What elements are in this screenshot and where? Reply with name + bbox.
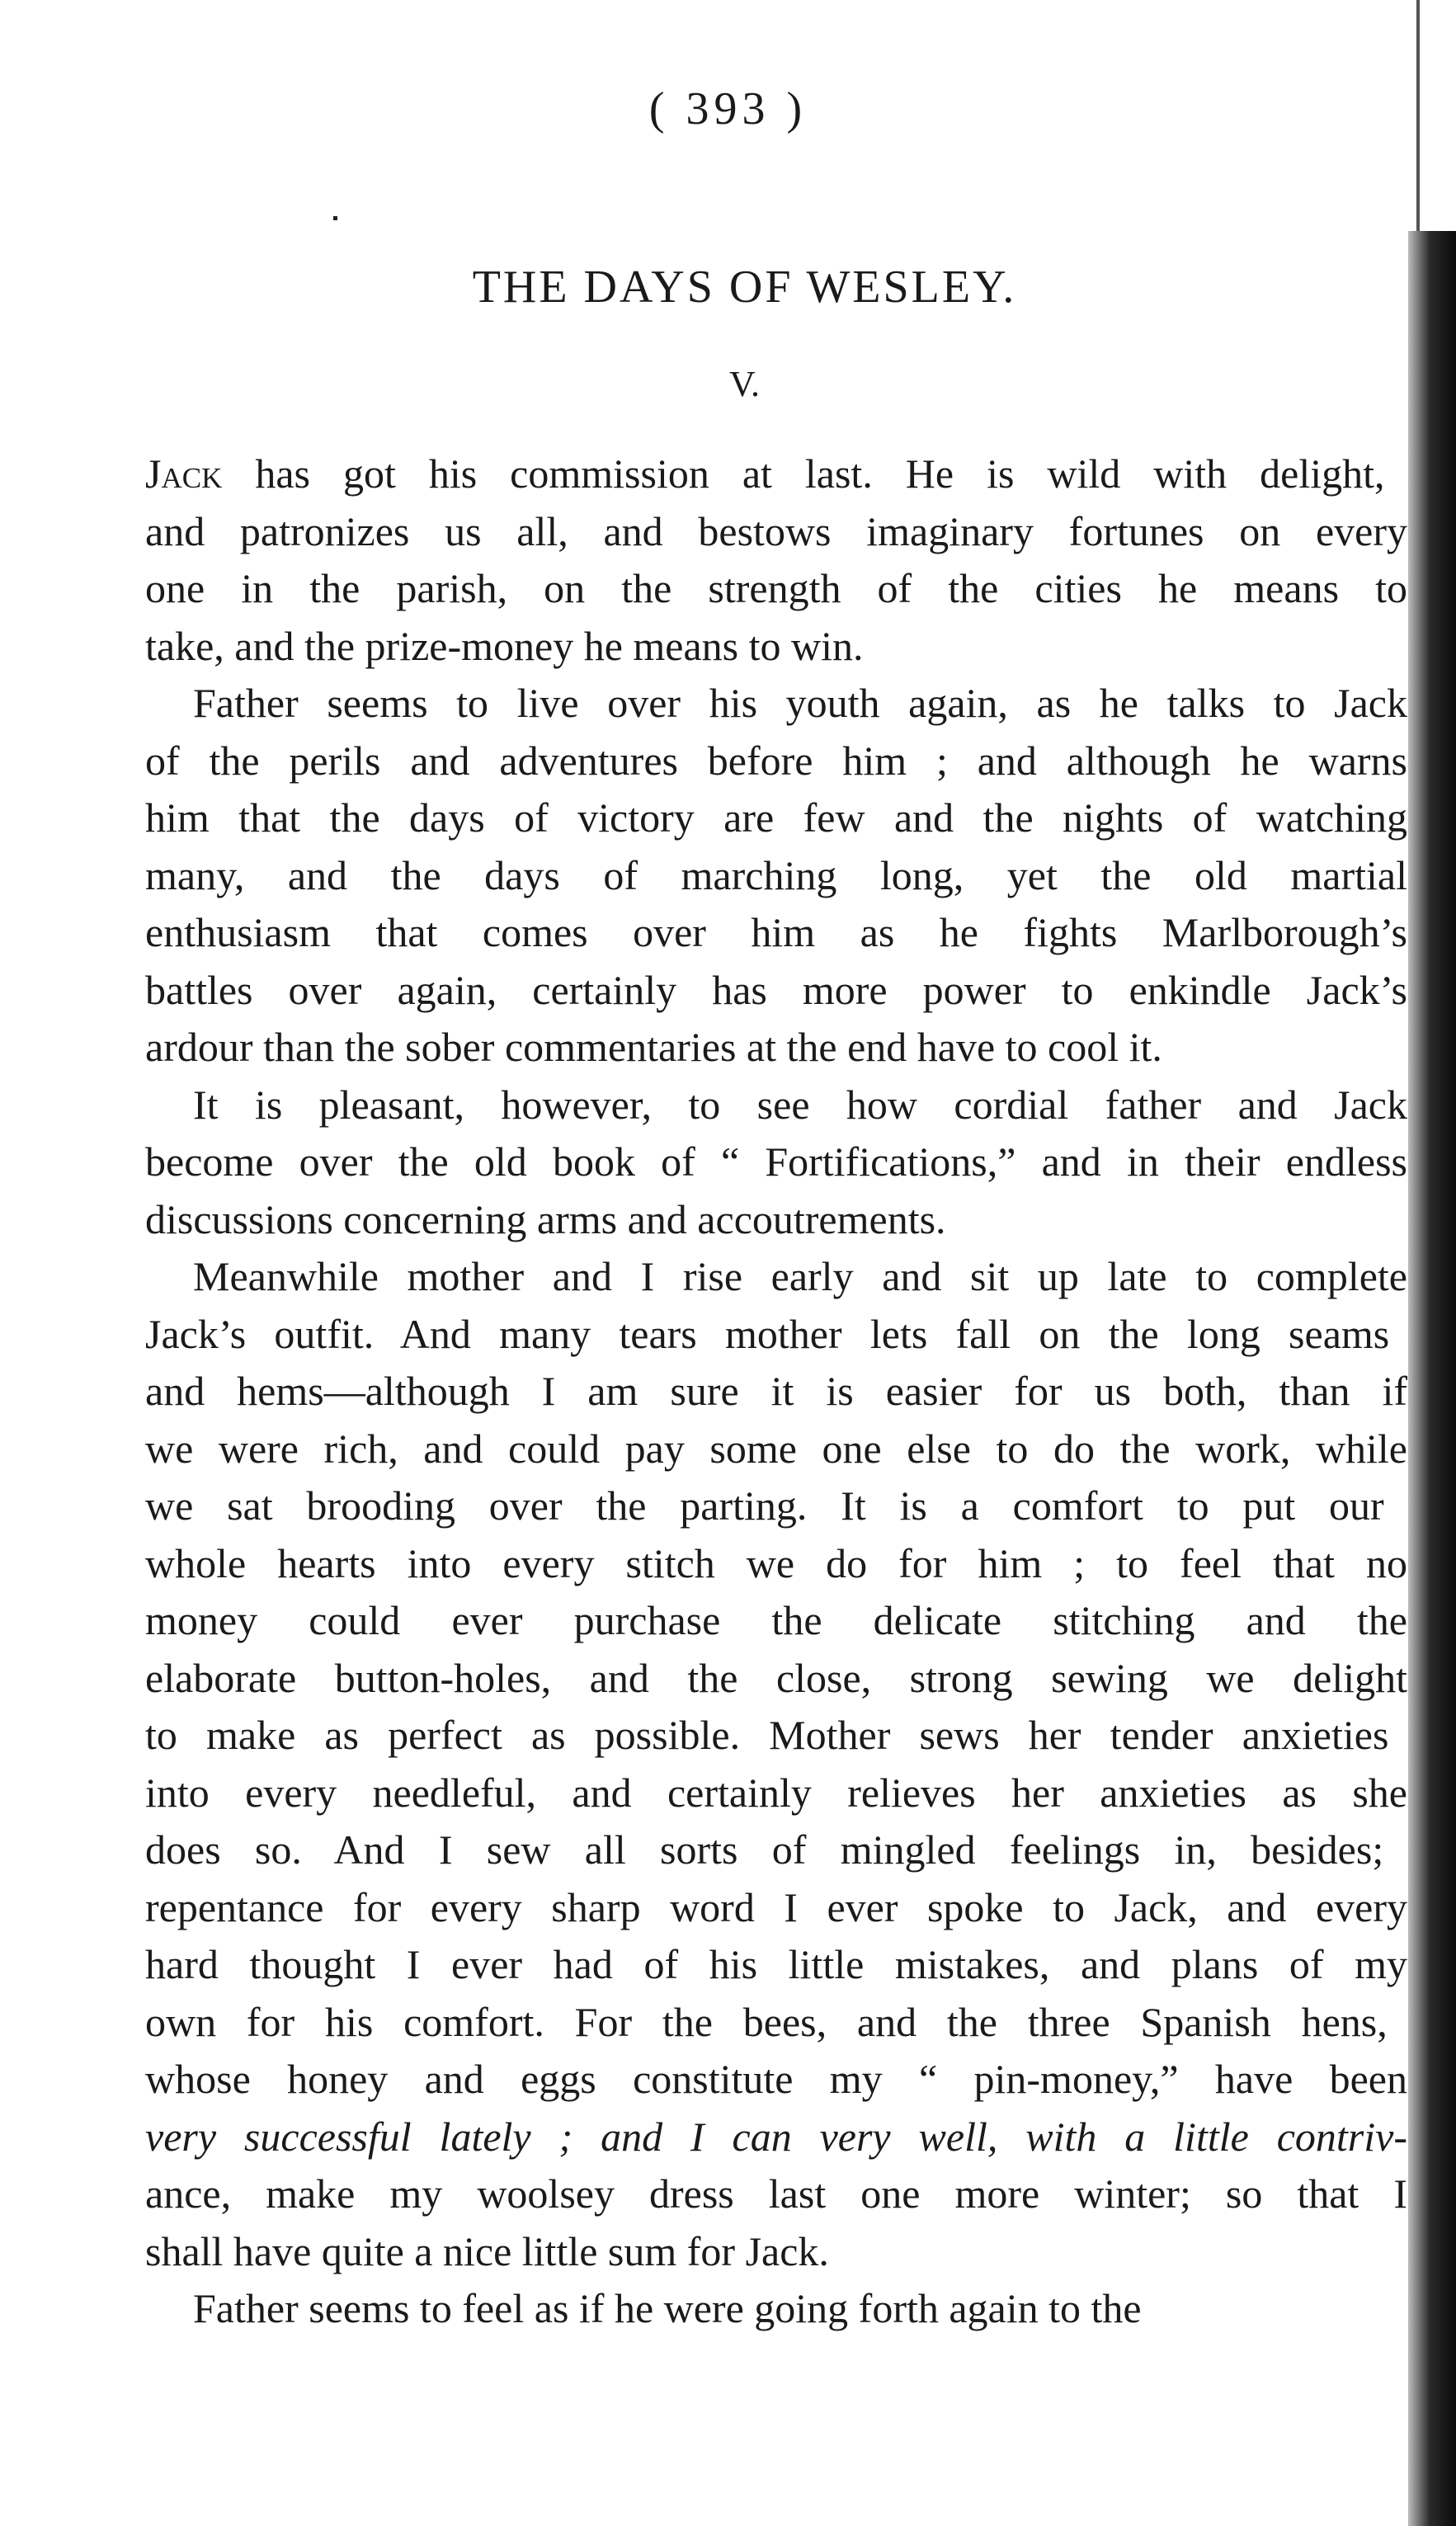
line-text: ance, make my woolsey dress last one more winter; so that I [145,2170,1407,2217]
line-text: enthusiasm that comes over him as he fights Marlborough’s [145,909,1407,955]
text-line [145,1306,1407,1364]
text-line [145,789,1407,847]
text-line [145,2223,1407,2281]
text-line [145,1821,1407,1879]
line-text: very successful lately ; and I can very well, with a little contriv- [145,2113,1407,2160]
text-line [145,1592,1407,1650]
text-line [145,1936,1407,1994]
page-number: ( 393 ) [648,83,808,134]
line-text: ardour than the sober commentaries at the end have to cool it. [145,1024,1162,1070]
line-text: does so. And I sew all sorts of mingled feelings in, besides; [145,1826,1384,1873]
body-text [145,445,1407,2338]
line-text: It is pleasant, however, to see how cordial father and Jack [193,1081,1407,1128]
text-line [145,1994,1407,2052]
text-line [145,2280,1407,2338]
text-line [145,1421,1407,1478]
line-text: money could ever purchase the delicate stitching and the [145,1597,1407,1643]
line-text: Father seems to live over his youth again, as he talks to Jack [193,680,1407,726]
text-line [145,1650,1407,1708]
line-text: Father seems to feel as if he were going forth again to the [193,2285,1142,2331]
text-line [145,1077,1407,1134]
text-line [145,847,1407,905]
text-line [145,1477,1407,1535]
line-text: has got his commission at last. He is wild with delight, [222,450,1385,497]
line-text: take, and the prize-money he means to win. [145,622,864,669]
text-line [145,560,1407,618]
line-text: become over the old book of “ Fortifications,” and in their endless [145,1138,1407,1185]
text-line [145,618,1407,676]
text-line [145,2165,1407,2223]
text-line [145,445,1407,503]
text-line [145,1707,1407,1765]
line-text: whose honey and eggs constitute my “ pin-money,” have been [145,2056,1407,2102]
line-text: battles over again, certainly has more power to enkindle Jack’s [145,966,1407,1013]
text-line [145,1133,1407,1191]
line-text: own for his comfort. For the bees, and the three Spanish hens, [145,1998,1388,2045]
line-text: shall have quite a nice little sum for Jack. [145,2227,829,2274]
text-line [145,1363,1407,1421]
line-text: elaborate button-holes, and the close, strong sewing we delight [145,1654,1407,1701]
line-text: and patronizes us all, and bestows imaginary fortunes on every [145,507,1407,554]
line-text: we sat brooding over the parting. It is a comfort to put our [145,1482,1384,1529]
ink-speck [333,216,337,220]
text-line [145,1765,1407,1822]
text-line [145,1879,1407,1937]
text-line [145,675,1407,733]
text-line [145,962,1407,1020]
text-line [145,1019,1407,1077]
line-text: to make as perfect as possible. Mother sews her tender anxieties [145,1712,1389,1758]
text-line [145,2109,1407,2166]
line-text: of the perils and adventures before him ; and although he warns [145,737,1407,784]
line-text: him that the days of victory are few and the nights of watching [145,794,1407,841]
drop-word: Jack [145,450,223,497]
line-text: Meanwhile mother and I rise early and sit up late to complete [193,1253,1407,1299]
line-text: whole hearts into every stitch we do for him ; to feel that no [145,1539,1407,1586]
line-text: repentance for every sharp word I ever spoke to Jack, and every [145,1883,1407,1930]
line-text: Jack’s outfit. And many tears mother lets fall on the long seams [145,1310,1390,1357]
text-line [145,1535,1407,1593]
text-line [145,904,1407,962]
text-line [145,2051,1407,2109]
text-line [145,1248,1407,1306]
text-line [145,1191,1407,1249]
line-text: many, and the days of marching long, yet the old martial [145,851,1407,898]
line-text: into every needleful, and certainly relieves her anxieties as she [145,1769,1407,1816]
chapter-title: THE DAYS OF WESLEY. [472,262,1017,313]
line-text: hard thought I ever had of his little mistakes, and plans of my [145,1941,1407,1987]
text-line [145,733,1407,790]
text-line [145,503,1407,561]
chapter-number: V. [728,364,761,404]
line-text: we were rich, and could pay some one else to do the work, while [145,1425,1407,1472]
line-text: discussions concerning arms and accoutrements. [145,1195,946,1242]
line-text: and hems—although I am sure it is easier for us both, than if [145,1368,1407,1414]
line-text: one in the parish, on the strength of the cities he means to [145,565,1407,611]
page-binding-shadow [1408,231,1456,2526]
